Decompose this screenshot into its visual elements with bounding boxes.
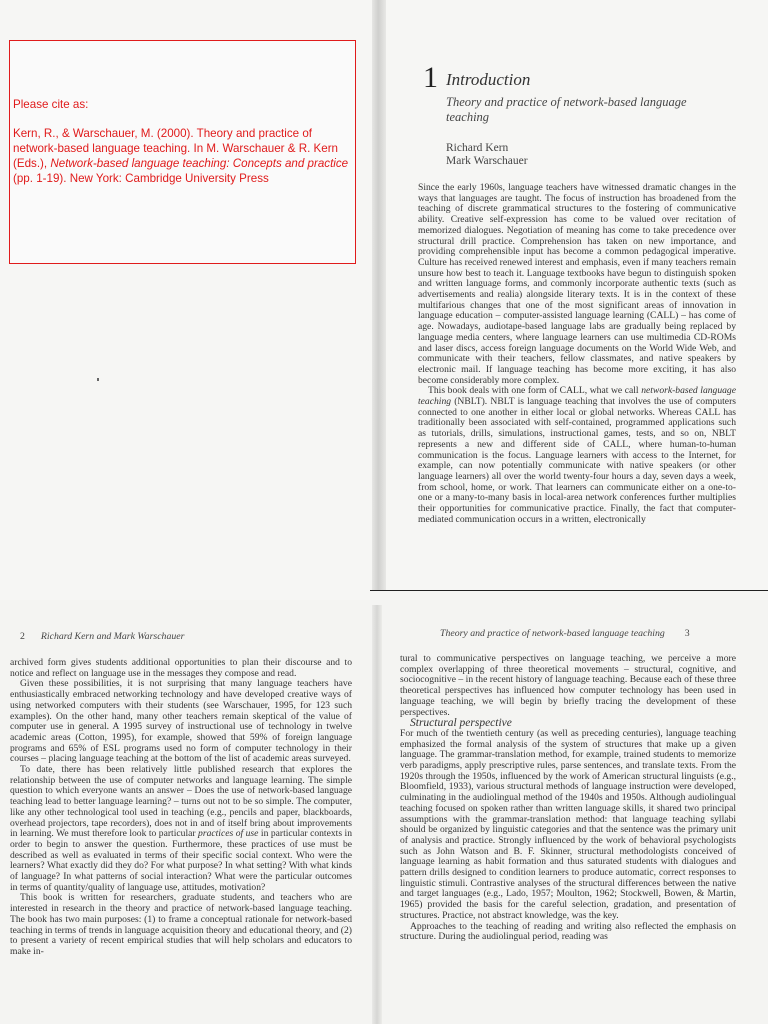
section-heading: Structural perspective	[410, 717, 512, 730]
citation-box	[9, 40, 356, 264]
body-paragraph: This book is written for researchers, graduate students, and teachers who are interested in research in the theory and practice of network-based language teaching. The book has two main purposes: (1) to frame a conceptual rationale for network-based teaching in terms of trends in language acquisition theory and educational theory, and (2) to present a variety of recent empirical studies that will help scholars and educators to make in-	[10, 892, 352, 957]
citation-heading: Please cite as:	[13, 98, 89, 111]
page2-running-head	[20, 631, 184, 642]
page-number: 2	[20, 631, 25, 642]
citation-authors-and-chapter: Kern, R., & Warschauer, M. (2000). Theory and practice of network-based language teaching. In M. Warschauer & R. Kern (Eds.),	[13, 127, 339, 170]
book-gutter-bottom	[372, 605, 382, 1024]
chapter-title: Introduction	[446, 70, 531, 89]
body-paragraph: Approaches to the teaching of reading and writing also reflected the emphasis on structure. During the audiolingual period, reading was	[400, 920, 736, 943]
emphasis-term: network-based language teaching	[418, 385, 736, 408]
chapter-number: 1	[423, 61, 438, 94]
body-paragraph: For much of the twentieth century (as well as preceding centuries), language teaching emphasized the formal analysis of the system of structures that make up a given language. The grammar-translation method, for example, trained students to memorize verb paradigms, apply prescriptive rules, parse sentences, and translate texts. From the 1920s through the 1950s, influenced by the work of American structural linguists (e.g., Bloomfield, 1933), various structural methods of language instruction were developed, culminating in the audiolingual method of the 1940s and 1950s. Although audiolingual teaching focused on spoken rather than written language skills, it shared two principal assumptions with the grammar-translation method: that language teaching syllabi should be organized by linguistic categories and that the sentence was the primary unit of analysis and practice. Strongly influenced by the work of behavioral psychologists such as John Watson and B. F. Skinner, structural methodologists conceived of language learning as habit formation and thus saturated students with dialogues and pattern drills designed to condition learners to produce automatic, correct responses to linguistic stimuli. Contrastive analyses of the structural differences between the native and target languages (e.g., Lado, 1957; Moulton, 1962; Stockwell, Bowen, & Martin, 1965) provided the basis for the careful selection, gradation, and presentation of structures. Practice, not abstract knowledge, was the key.	[400, 727, 736, 921]
citation-book-title: Network-based language teaching: Concepts and practice	[50, 157, 349, 170]
body-paragraph: To date, there has been relatively little published research that explores the relationship between the use of computer networks and language learning. The simple question to which everyone wants an answer – Does the use of network-based language teaching lead to better language learning? – turns out not to be so simple. The computer, like any other technological tool used in teaching (e.g., pencils and paper, blackboards, overhead projectors, tape recorders), does not in and of itself bring about improvements in learning. We must therefore look to particular practices of use in particular contexts in order to begin to answer the question. Furthermore, these practices of use must be described as well as evaluated in terms of their specific social context. Who were the learners? What exactly did they do? For what purpose? In what setting? With what kinds of language? In what patterns of social interaction? What were the particular outcomes in terms of quantity/quality of language use, attitudes, motivation?	[10, 764, 352, 893]
page-divider-line	[370, 590, 768, 591]
body-paragraph: This book deals with one form of CALL, what we call network-based language teaching (NBLT). NBLT is language teaching that involves the use of computers connected to one another in either local or global networks. Whereas CALL has traditionally been associated with self-contained, programmed applications such as tutorials, drills, simulations, instructional games, tests, and so on, NBLT represents a new and different side of CALL, where human-to-human communication is the focus. Language learners with access to the Internet, for example, can now potentially communicate with native speakers (or other language learners) all over the world twenty-four hours a day, seven days a week, from school, home, or work. That learners can communicate either on a one-to-one or a many-to-many basis in local-area network conferences further multiplies their opportunities for communicative practice. Finally, the fact that computer-mediated communication occurs in a written, electronically	[418, 385, 736, 525]
book-gutter-top	[372, 0, 386, 590]
chapter-authors	[446, 142, 528, 168]
author-name: Richard Kern	[446, 142, 509, 154]
author-name: Mark Warschauer	[446, 155, 528, 167]
running-head-text: Theory and practice of network-based language teaching	[440, 628, 665, 639]
page-number: 3	[684, 628, 690, 639]
running-head-text: Richard Kern and Mark Warschauer	[40, 631, 185, 642]
page1-body	[418, 183, 736, 526]
body-paragraph: tural to communicative perspectives on language teaching, we perceive a more complex overlapping of three theoretical movements – structural, cognitive, and sociocognitive – in the recent history of language teaching. Because each of these three theoretical perspectives has influenced how computer technology has been used in language teaching, we will begin by briefly tracing the development of these perspectives.	[400, 653, 736, 718]
citation-text	[13, 126, 353, 186]
body-paragraph: Since the early 1960s, language teachers have witnessed dramatic changes in the ways that languages are taught. The focus of instruction has broadened from the teaching of discrete grammatical structures to the fostering of communicative ability. Creative self-expression has come to be valued over recitation of memorized dialogues. Negotiation of meaning has come to take precedence over structural drill practice. Comprehension has taken on new importance, and providing comprehensible input has become a common pedagogical imperative. Culture has received renewed interest and emphasis, even if many teachers remain unsure how best to teach it. Language textbooks have begun to distinguish spoken and written language forms, and commonly incorporate authentic texts (such as advertisements and realia) alongside literary texts. It is in the context of these multifarious changes that one of the most significant areas of innovation in language education – computer-assisted language learning (CALL) – has come of age. Nowadays, audiotape-based language labs are gradually being replaced by language media centers, where language learners can use multimedia CD-ROMs and laser discs, access foreign language documents on the World Wide Web, and communicate with their teachers, fellow classmates, and native speakers by electronic mail. If language teaching has become more exciting, it has also become considerably more complex.	[418, 182, 736, 386]
page3-running-head	[440, 628, 690, 639]
emphasis-term: practices of use	[198, 828, 259, 840]
body-paragraph: Given these possibilities, it is not surprising that many language teachers have enthusiastically embraced networking technology and have developed creative ways of using networked computers with their students (see Warschauer, 1995, for 123 such examples). On the other hand, many other teachers remain skeptical of the value of computer use in general. A 1995 survey of instructional use of technology in twelve academic areas (Cotton, 1995), for example, showed that 59% of foreign language programs and 65% of ESL programs used no form of computer technology in their courses – placing language teaching at the bottom of the list of academic areas surveyed.	[10, 678, 352, 765]
body-paragraph: archived form gives students additional opportunities to plan their discourse and to notice and reflect on language use in the messages they compose and read.	[10, 657, 352, 679]
page2-body	[10, 658, 352, 958]
chapter-subtitle: Theory and practice of network-based language teaching	[446, 95, 687, 124]
scan-speck	[97, 378, 99, 381]
page3-body	[400, 654, 736, 943]
citation-publisher: (pp. 1-19). New York: Cambridge University Press	[13, 172, 269, 185]
